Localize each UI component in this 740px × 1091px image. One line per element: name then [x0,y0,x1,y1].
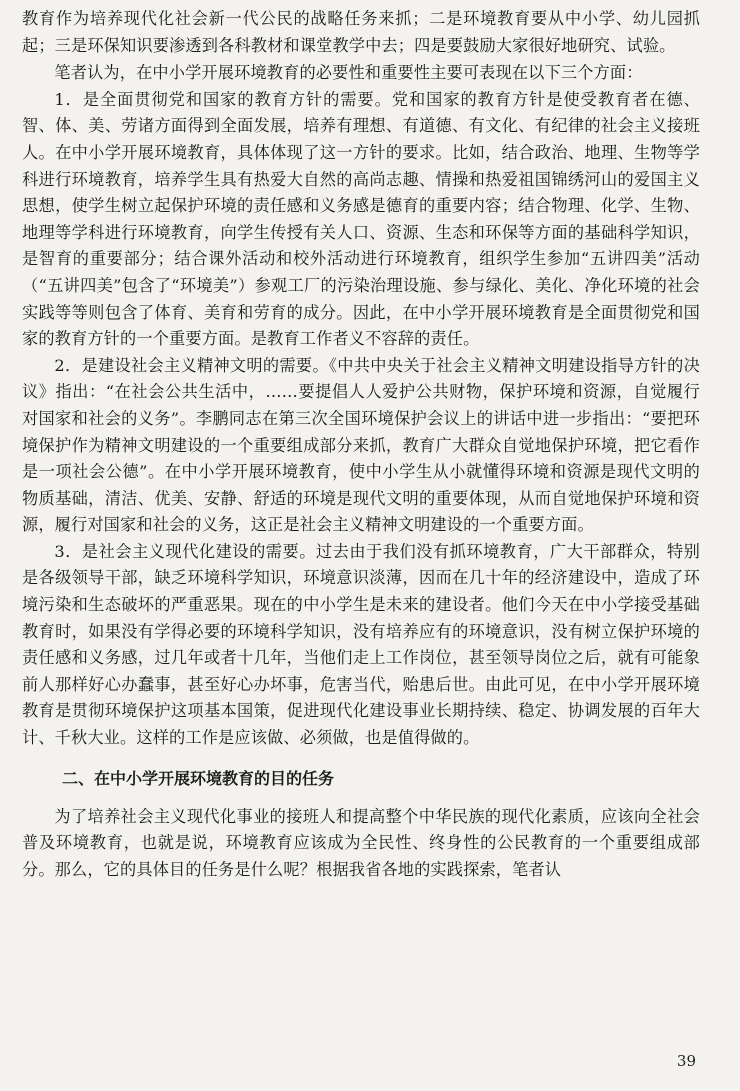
paragraph-point-3: 3．是社会主义现代化建设的需要。过去由于我们没有抓环境教育，广大干部群众，特别是各级领导干部，缺乏环境科学知识，环境意识淡薄，因而在几十年的经济建设中，造成了环境污染和生态破坏的严重恶果。现在的中小学生是未来的建设者。他们今天在中小学接受基础教育时，如果没有学得必要的环境科学知识，没有培养应有的环境意识，没有树立保护环境的责任感和义务感，过几年或者十几年，当他们走上工作岗位，甚至领导岗位之后，就有可能象前人那样好心办蠢事，甚至好心办坏事，危害当代，贻患后世。由此可见，在中小学开展环境教育是贯彻环境保护这项基本国策，促进现代化建设事业长期持续、稳定、协调发展的百年大计、千秋大业。这样的工作是应该做、必须做，也是值得做的。 [22,541,700,748]
section-heading: 二、在中小学开展环境教育的目的任务 [62,768,335,788]
paragraph-continuation: 教育作为培养现代化社会新一代公民的战略任务来抓；二是环境教育要从中小学、幼儿园抓起；三是环保知识要渗透到各科教材和课堂教学中去；四是要鼓励大家很好地研究、试验。 [22,9,700,55]
paragraph-intro: 笔者认为，在中小学开展环境教育的必要性和重要性主要可表现在以下三个方面： [54,63,643,83]
paragraph-point-1: 1．是全面贯彻党和国家的教育方针的需要。党和国家的教育方针是使受教育者在德、智、体、美、劳诸方面得到全面发展，培养有理想、有道德、有文化、有纪律的社会主义接班人。在中小学开展环境教育，具体体现了这一方针的要求。比如，结合政治、地理、生物等学科进行环境教育，培养学生具有热爱大自然的高尚志趣、情操和热爱祖国锦绣河山的爱国主义思想，使学生树立起保护环境的责任感和义务感是德育的重要内容；结合物理、化学、生物、地理等学科进行环境教育，向学生传授有关人口、资源、生态和环保等方面的基础科学知识，是智育的重要部分；结合课外活动和校外活动进行环境教育，组织学生参加“五讲四美”活动（“五讲四美”包含了“环境美”）参观工厂的污染治理设施、参与绿化、美化、净化环境的社会实践等等则包含了体育、美育和劳育的成分。因此，在中小学开展环境教育是全面贯彻党和国家的教育方针的一个重要方面。是教育工作者义不容辞的责任。 [22,89,700,349]
page-number: 39 [676,1052,696,1070]
paragraph-section-2-intro: 为了培养社会主义现代化事业的接班人和提高整个中华民族的现代化素质，应该向全社会普及环境教育，也就是说，环境教育应该成为全民性、终身性的公民教育的一个重要组成部分。那么，它的具体目的任务是什么呢？根据我省各地的实践探索，笔者认 [22,806,700,879]
paragraph-point-2: 2．是建设社会主义精神文明的需要。《中共中央关于社会主义精神文明建设指导方针的决议》指出：“在社会公共生活中，……要提倡人人爱护公共财物，保护环境和资源，自觉履行对国家和社会的义务”。李鹏同志在第三次全国环境保护会议上的讲话中进一步指出：“要把环境保护作为精神文明建设的一个重要组成部分来抓，教育广大群众自觉地保护环境，把它看作是一项社会公德”。在中小学开展环境教育，使中小学生从小就懂得环境和资源是现代文明的物质基础，清洁、优美、安静、舒适的环境是现代文明的重要体现，从而自觉地保护环境和资源，履行对国家和社会的义务，这正是社会主义精神文明建设的一个重要方面。 [22,355,700,535]
